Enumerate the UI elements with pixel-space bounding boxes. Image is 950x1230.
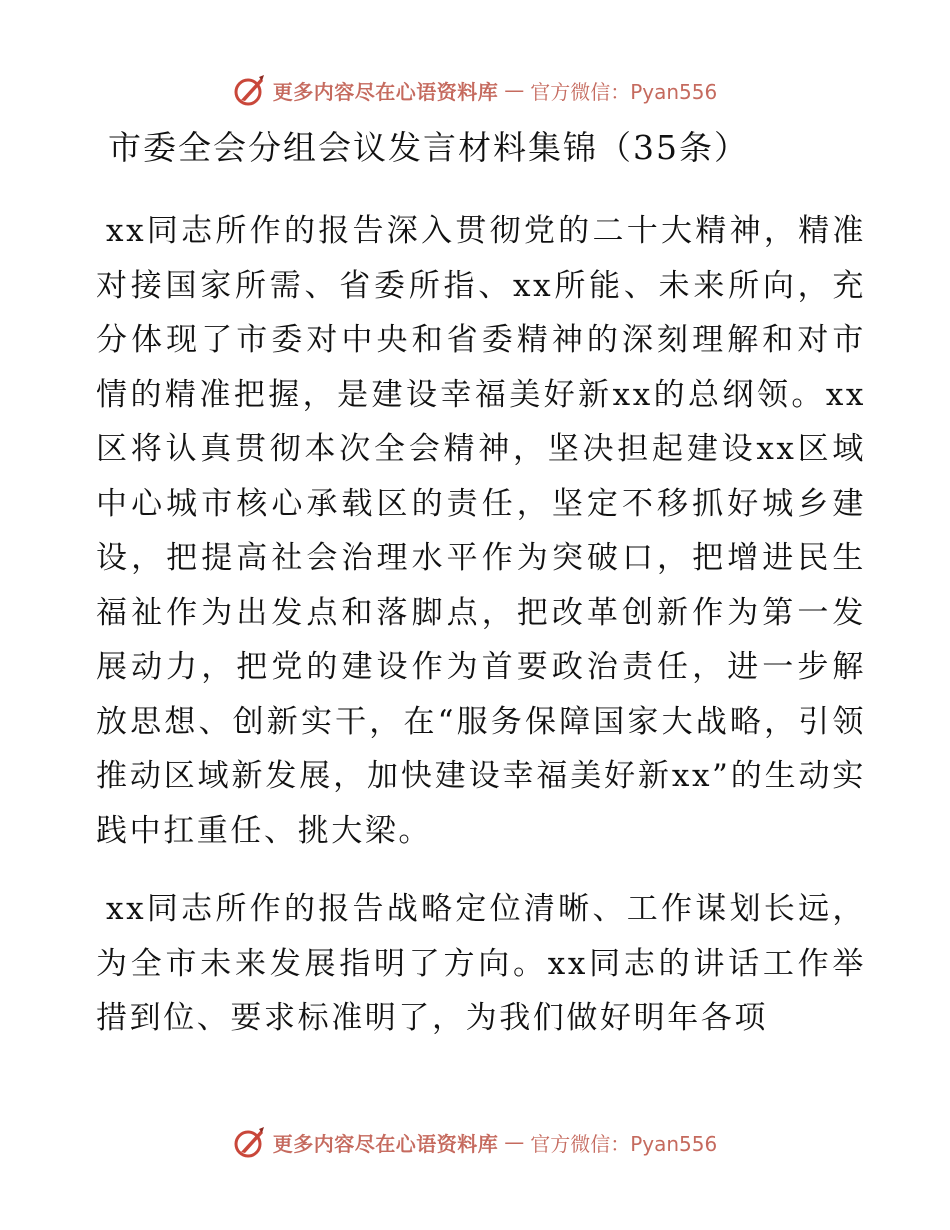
watermark-banner-bottom [0, 1120, 950, 1164]
watermark-text: 更多内容尽在心语资料库 [272, 1131, 499, 1156]
watermark-text: 更多内容尽在心语资料库 [272, 79, 499, 104]
watermark-wechat: 官方微信：Pyan556 [530, 79, 718, 104]
quill-logo-icon [233, 1125, 267, 1159]
paragraph-1: xx同志所作的报告深入贯彻党的二十大精神，精准对接国家所需、省委所指、xx所能、未来所向，充分体现了市委对中央和省委精神的深刻理解和对市情的精准把握，是建设幸福美好新xx的总纲领。xx区将认真贯彻本次全会精神，坚决担起建设xx区域中心城市核心承载区的责任，坚定不移抓好城乡建设，把提高社会治理水平作为突破口，把增进民生福祉作为出发点和落脚点，把改革创新作为第一发展动力，把党的建设作为首要政治责任，进一步解放思想、创新实干，在“服务保障国家大战略，引领推动区域新发展，加快建设幸福美好新xx”的生动实践中扛重任、挑大梁。 [96, 213, 866, 849]
paragraph-2: xx同志所作的报告战略定位清晰、工作谋划长远，为全市未来发展指明了方向。xx同志的讲话工作举措到位、要求标准明了，为我们做好明年各项 [96, 891, 866, 1036]
watermark-wechat: 官方微信：Pyan556 [530, 1131, 718, 1156]
document-body [96, 124, 866, 1046]
watermark-separator: — [504, 78, 525, 102]
watermark-separator: — [504, 1130, 525, 1154]
document-title: 市委全会分组会议发言材料集锦（35条） [108, 128, 749, 167]
watermark-banner-top [0, 68, 950, 112]
quill-logo-icon [233, 73, 267, 107]
